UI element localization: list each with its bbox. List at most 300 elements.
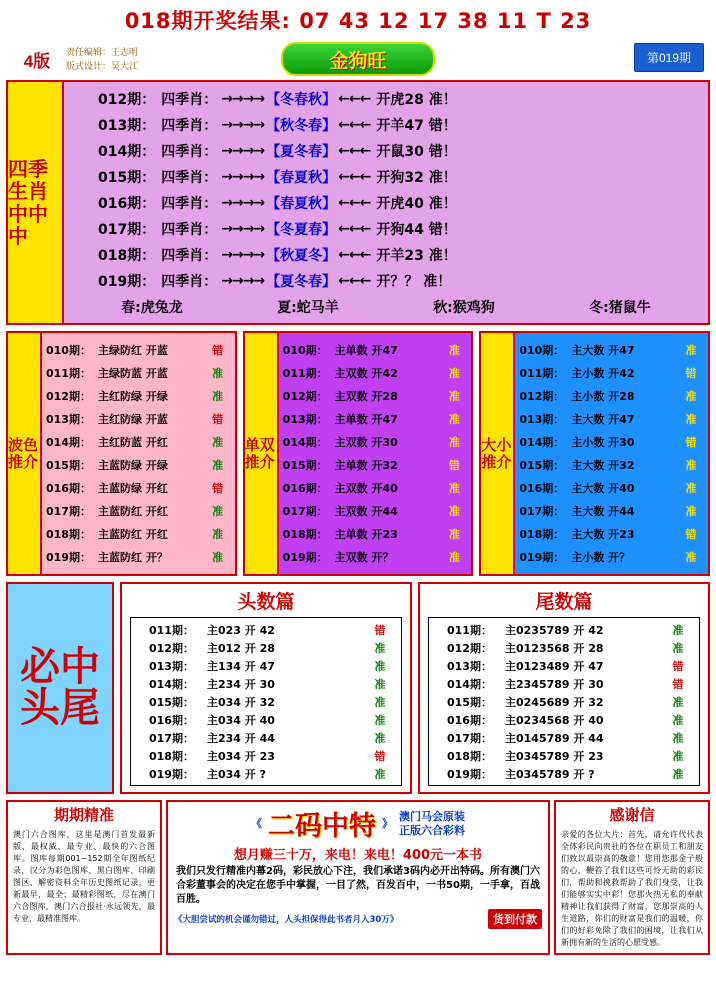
list-item (519, 362, 704, 385)
row-text: 主2345789 开 30 (505, 677, 604, 691)
item-text: 主小数 开42 (571, 367, 635, 380)
row-arrow-right: ←←← (338, 273, 371, 289)
footer-section (6, 800, 710, 955)
row-text: 主023 开 42 (207, 623, 275, 637)
item-result: 错 (685, 367, 697, 380)
row-label: 四季肖： (161, 248, 218, 264)
item-result: 准 (448, 528, 460, 541)
list-item (283, 454, 468, 477)
table-row (135, 747, 397, 765)
tail-numbers-title: 尾数篇 (535, 591, 593, 613)
row-result: 准 (374, 767, 386, 781)
item-result: 准 (448, 482, 460, 495)
big-small-title: 大小推介 (481, 333, 515, 574)
footer-left-body: 澳门六合图库，这里是澳门首发最新版、最权威、最专业、最快的六合图库。图库每期001~152期全年图纸纪录，汉分为彩色图库、黑白图库、印刷图区、解密资料全年历史图纸记录，更新最早，最全；最精彩图纸，尽在澳门六合图库，澳门六合报社·永远领先，最专业，最精准图库。 (13, 830, 155, 923)
row-period: 017期： (149, 731, 194, 745)
row-text: 主034 开 ? (207, 767, 267, 781)
item-result: 准 (448, 390, 460, 403)
row-period: 014期： (149, 677, 194, 691)
item-result: 准 (212, 505, 224, 518)
color-pick-list (42, 333, 235, 574)
row-period: 011期： (149, 623, 194, 637)
list-item (46, 523, 231, 546)
list-item (519, 454, 704, 477)
item-text: 主蓝防红 开红 (98, 505, 168, 518)
item-period: 018期： (46, 528, 91, 541)
list-item (283, 385, 468, 408)
ad-left-bracket: 《 (251, 816, 262, 830)
head-numbers-panel (120, 582, 412, 794)
list-item (46, 339, 231, 362)
zodiac-section-title: 四季生肖中中中 (8, 82, 64, 323)
row-open: 开？？ 准！ (376, 274, 452, 290)
list-item (46, 431, 231, 454)
list-item (46, 385, 231, 408)
item-result: 错 (212, 344, 224, 357)
row-pick: 【冬春秋】 (266, 92, 337, 108)
head-numbers-list (130, 617, 402, 786)
table-row (433, 621, 695, 639)
row-text: 主034 开 32 (207, 695, 275, 709)
item-period: 013期： (282, 413, 328, 426)
item-text: 主大数 开40 (571, 482, 635, 495)
item-result: 错 (448, 459, 460, 472)
table-row (433, 711, 695, 729)
row-arrow-right: ←←← (338, 195, 371, 211)
footer-left-panel (6, 800, 162, 955)
row-result: 准 (672, 713, 684, 727)
row-result: 错 (374, 749, 386, 763)
list-item (519, 431, 704, 454)
row-period: 016期： (447, 713, 492, 727)
item-period: 011期： (46, 367, 91, 380)
item-period: 012期： (282, 390, 328, 403)
item-period: 012期： (519, 390, 565, 403)
table-row (433, 747, 695, 765)
row-result: 准 (374, 677, 386, 691)
row-text: 主234 开 30 (207, 677, 275, 691)
row-result: 准 (672, 641, 684, 655)
row-pick: 【夏冬春】 (266, 144, 337, 160)
item-result: 准 (685, 459, 697, 472)
row-period: 016期： (98, 196, 156, 212)
row-label: 四季肖： (161, 196, 218, 212)
edition-badge: 4版 (23, 51, 51, 71)
item-period: 015期： (282, 459, 328, 472)
item-period: 017期： (46, 505, 91, 518)
item-period: 015期： (46, 459, 91, 472)
list-item (519, 408, 704, 431)
row-label: 四季肖： (161, 274, 218, 290)
item-text: 主红防绿 开蓝 (98, 413, 168, 426)
row-open: 开虎40 准！ (376, 196, 457, 212)
table-row (64, 268, 708, 294)
list-item (46, 546, 231, 569)
row-pick: 【春夏秋】 (266, 170, 337, 186)
item-text: 主大数 开47 (571, 344, 635, 357)
item-result: 准 (212, 367, 224, 380)
three-column-section (6, 331, 710, 576)
big-small-column (479, 331, 710, 576)
table-row (64, 242, 708, 268)
item-text: 主大数 开44 (571, 505, 635, 518)
row-text: 主234 开 44 (207, 731, 275, 745)
item-result: 准 (448, 413, 460, 426)
row-text: 主0235789 开 42 (505, 623, 604, 637)
item-result: 准 (685, 551, 697, 564)
row-result: 准 (672, 695, 684, 709)
footer-right-body: 亲爱的各位大片：首先，请允许代代表全体彩民向贵社的各位在职员工和朋友们致以最崇高的敬意！您用您那金子般的心，鞭笞了我们这些可怜无助的彩民们，帮助和挽救帮助了我们身受，让我们能够实实中彩！您那火热无私的奉献精神让我们获得了财富，您那崇高的人生道路，你们的财富是我们的温暖，你们的好彩免除了我们的困境，让我们从新拥有新的生活的心愿受感。 (561, 830, 703, 947)
color-pick-column (6, 331, 237, 576)
table-row (64, 164, 708, 190)
list-item (283, 477, 468, 500)
row-open: 开羊47 错！ (376, 118, 457, 134)
row-arrow-right: ←←← (338, 221, 371, 237)
row-arrow-left: →→→→ (221, 195, 265, 211)
row-period: 013期： (149, 659, 194, 673)
list-item (283, 546, 468, 569)
row-period: 015期： (149, 695, 194, 709)
row-open: 开虎28 准！ (376, 92, 457, 108)
ad-subtitle-line1: 澳门马会原装 (399, 809, 465, 823)
row-period: 014期： (98, 144, 156, 160)
item-period: 012期： (46, 390, 91, 403)
item-text: 主双数 开？ (334, 551, 394, 564)
item-text: 主大数 开47 (571, 413, 635, 426)
ad-subtitle-line2: 正版六合彩料 (399, 823, 465, 837)
row-text: 主0123568 开 28 (505, 641, 604, 655)
zodiac-section (6, 80, 710, 325)
color-pick-title: 波色推介 (8, 333, 42, 574)
item-text: 主绿防红 开蓝 (98, 344, 168, 357)
table-row (64, 190, 708, 216)
item-period: 010期： (46, 344, 91, 357)
ad-body: 我们只发行精准内幕2码，彩民放心下注，我们承诺3码内必开出特码。所有澳门六合彩董事会的决定在您手中掌握，一目了然，百发百中，一书50期，一手拿，百战百胜。 (176, 866, 540, 905)
result-text: 018期开奖结果: 07 43 12 17 38 11 T 23 (124, 9, 592, 33)
table-row (433, 657, 695, 675)
item-result: 准 (212, 436, 224, 449)
row-result: 准 (374, 695, 386, 709)
list-item (46, 362, 231, 385)
item-text: 主大数 开23 (571, 528, 635, 541)
ad-right-bracket: 》 (382, 816, 393, 830)
table-row (64, 86, 708, 112)
row-period: 017期： (447, 731, 492, 745)
table-row (135, 639, 397, 657)
layout-designer: 版式设计：吴大江 (66, 61, 139, 71)
row-result: 准 (374, 641, 386, 655)
row-arrow-left: →→→→ (221, 247, 265, 263)
table-row (135, 711, 397, 729)
row-result: 准 (374, 659, 386, 673)
odd-even-list (279, 333, 472, 574)
item-period: 016期： (46, 482, 91, 495)
item-text: 主蓝防红 开？ (98, 551, 168, 564)
credits (66, 45, 138, 73)
row-text: 主034 开 40 (207, 713, 275, 727)
row-open: 开鼠30 错！ (376, 144, 457, 160)
item-text: 主绿防蓝 开蓝 (98, 367, 168, 380)
row-period: 015期： (98, 170, 156, 186)
item-period: 019期： (519, 551, 565, 564)
item-result: 准 (685, 505, 697, 518)
row-arrow-left: →→→→ (221, 91, 265, 107)
list-item (519, 477, 704, 500)
item-text: 主小数 开？ (571, 551, 631, 564)
ad-subtitle (399, 810, 465, 838)
item-result: 错 (685, 528, 697, 541)
list-item (283, 431, 468, 454)
item-text: 主单数 开47 (334, 344, 398, 357)
head-tail-banner-text: 必中头尾 (20, 644, 100, 731)
row-text: 主012 开 28 (207, 641, 275, 655)
head-tail-section (6, 582, 710, 794)
item-period: 019期： (46, 551, 91, 564)
head-tail-banner (6, 582, 114, 794)
table-row (135, 765, 397, 783)
item-text: 主小数 开30 (571, 436, 635, 449)
legend-summer: 夏:蛇马羊 (277, 300, 339, 316)
item-text: 主双数 开30 (334, 436, 398, 449)
row-result: 错 (374, 623, 386, 637)
table-row (433, 693, 695, 711)
row-pick: 【春夏秋】 (266, 196, 337, 212)
list-item (519, 546, 704, 569)
row-label: 四季肖： (161, 222, 218, 238)
row-text: 主0345789 开 23 (505, 749, 604, 763)
item-period: 017期： (282, 505, 328, 518)
row-arrow-right: ←←← (338, 91, 371, 107)
item-result: 准 (448, 344, 460, 357)
row-arrow-right: ←←← (338, 247, 371, 263)
row-open: 开羊23 准！ (376, 248, 457, 264)
item-text: 主红防蓝 开红 (98, 436, 168, 449)
list-item (283, 362, 468, 385)
item-period: 016期： (519, 482, 565, 495)
item-period: 010期： (282, 344, 328, 357)
footer-right-title: 感谢信 (609, 806, 655, 824)
row-text: 主0234568 开 40 (505, 713, 604, 727)
row-result: 错 (672, 659, 684, 673)
list-item (519, 500, 704, 523)
row-pick: 【秋夏冬】 (266, 248, 337, 264)
row-period: 011期： (447, 623, 492, 637)
row-result: 错 (672, 677, 684, 691)
item-result: 错 (212, 482, 224, 495)
item-text: 主双数 开42 (334, 367, 398, 380)
list-item (283, 339, 468, 362)
row-arrow-left: →→→→ (221, 143, 265, 159)
item-result: 错 (685, 436, 697, 449)
legend-spring: 春:虎兔龙 (121, 300, 183, 316)
row-arrow-left: →→→→ (221, 169, 265, 185)
item-period: 014期： (282, 436, 328, 449)
row-pick: 【秋冬春】 (266, 118, 337, 134)
row-result: 准 (672, 767, 684, 781)
item-result: 准 (212, 390, 224, 403)
legend-autumn: 秋:猴鸡狗 (433, 300, 495, 316)
row-result: 准 (374, 731, 386, 745)
row-period: 015期： (447, 695, 492, 709)
row-text: 主0145789 开 44 (505, 731, 604, 745)
item-period: 019期： (282, 551, 328, 564)
item-text: 主双数 开40 (334, 482, 398, 495)
row-period: 018期： (447, 749, 492, 763)
legend-winter: 冬:猪鼠牛 (589, 300, 651, 316)
item-text: 主小数 开28 (571, 390, 635, 403)
item-period: 014期： (46, 436, 91, 449)
item-period: 016期： (282, 482, 328, 495)
row-period: 019期： (149, 767, 194, 781)
row-pick: 【冬夏春】 (266, 222, 337, 238)
footer-left-title: 期期精准 (53, 806, 114, 824)
tail-numbers-panel (418, 582, 710, 794)
table-row (135, 693, 397, 711)
zodiac-rows (64, 82, 708, 323)
ad-footer (168, 908, 548, 931)
ad-tagline: 想月赚三十万，来电！来电！400元一本书 (233, 848, 483, 863)
row-period: 019期： (447, 767, 492, 781)
table-row (135, 621, 397, 639)
table-row (135, 729, 397, 747)
row-open: 开狗44 错！ (376, 222, 457, 238)
item-text: 主蓝防绿 开绿 (98, 459, 168, 472)
item-period: 015期： (519, 459, 565, 472)
list-item (46, 477, 231, 500)
item-result: 准 (212, 551, 224, 564)
item-period: 018期： (282, 528, 328, 541)
row-result: 准 (672, 749, 684, 763)
publication-title: 金狗旺 (281, 42, 435, 76)
ad-header (168, 802, 548, 843)
odd-even-column (243, 331, 474, 576)
row-text: 主0123489 开 47 (505, 659, 604, 673)
row-label: 四季肖： (161, 144, 218, 160)
ad-quote: 《大胆尝试的机会谨勿错过，人头担保得此书者月入30万》 (174, 915, 399, 925)
zodiac-legend (64, 294, 708, 319)
item-text: 主蓝防绿 开红 (98, 482, 168, 495)
list-item (519, 339, 704, 362)
banner-row (4, 40, 712, 78)
row-text: 主0245689 开 32 (505, 695, 604, 709)
item-text: 主红防绿 开绿 (98, 390, 168, 403)
item-result: 准 (212, 528, 224, 541)
item-text: 主单数 开23 (334, 528, 398, 541)
row-period: 019期： (98, 274, 156, 290)
cod-badge: 货到付款 (488, 909, 542, 929)
row-label: 四季肖： (161, 170, 218, 186)
item-text: 主单数 开47 (334, 413, 398, 426)
odd-even-title: 单双推介 (245, 333, 279, 574)
item-result: 错 (212, 413, 224, 426)
item-result: 准 (685, 344, 697, 357)
row-period: 017期： (98, 222, 156, 238)
item-period: 010期： (519, 344, 565, 357)
row-period: 018期： (149, 749, 194, 763)
big-small-list (515, 333, 708, 574)
result-header (0, 0, 716, 40)
list-item (519, 385, 704, 408)
row-label: 四季肖： (161, 92, 218, 108)
row-open: 开狗32 准！ (376, 170, 457, 186)
list-item (46, 408, 231, 431)
item-result: 准 (448, 367, 460, 380)
list-item (283, 523, 468, 546)
table-row (135, 657, 397, 675)
item-period: 011期： (519, 367, 565, 380)
table-row (433, 729, 695, 747)
row-text: 主0345789 开 ? (505, 767, 595, 781)
row-arrow-right: ←←← (338, 143, 371, 159)
row-period: 013期： (98, 118, 156, 134)
row-period: 012期： (149, 641, 194, 655)
item-period: 014期： (519, 436, 565, 449)
list-item (46, 500, 231, 523)
item-result: 准 (685, 482, 697, 495)
table-row (433, 639, 695, 657)
list-item (283, 408, 468, 431)
table-row (64, 138, 708, 164)
item-period: 013期： (519, 413, 565, 426)
table-row (64, 112, 708, 138)
table-row (433, 765, 695, 783)
item-period: 017期： (519, 505, 565, 518)
table-row (64, 216, 708, 242)
item-period: 018期： (519, 528, 565, 541)
item-result: 准 (448, 505, 460, 518)
item-text: 主单数 开32 (334, 459, 398, 472)
ad-title: 二码中特 (268, 811, 376, 842)
row-period: 012期： (98, 92, 156, 108)
row-period: 013期： (447, 659, 492, 673)
row-result: 准 (672, 731, 684, 745)
issue-badge: 第019期 (634, 43, 704, 72)
row-arrow-right: ←←← (338, 117, 371, 133)
footer-center-ad (166, 800, 550, 955)
list-item (283, 500, 468, 523)
footer-right-panel (554, 800, 710, 955)
row-arrow-right: ←←← (338, 169, 371, 185)
row-arrow-left: →→→→ (221, 273, 265, 289)
row-result: 准 (374, 713, 386, 727)
row-arrow-left: →→→→ (221, 221, 265, 237)
row-period: 012期： (447, 641, 492, 655)
head-numbers-title: 头数篇 (237, 591, 295, 613)
row-arrow-left: →→→→ (221, 117, 265, 133)
table-row (135, 675, 397, 693)
row-text: 主134 开 47 (207, 659, 275, 673)
row-result: 准 (672, 623, 684, 637)
item-result: 准 (212, 459, 224, 472)
item-result: 准 (448, 551, 460, 564)
row-period: 018期： (98, 248, 156, 264)
row-pick: 【夏冬春】 (266, 274, 337, 290)
tail-numbers-list (428, 617, 700, 786)
item-text: 主双数 开28 (334, 390, 398, 403)
table-row (433, 675, 695, 693)
row-period: 016期： (149, 713, 194, 727)
item-text: 主双数 开44 (334, 505, 398, 518)
item-text: 主蓝防红 开红 (98, 528, 168, 541)
item-text: 主大数 开32 (571, 459, 635, 472)
row-text: 主034 开 23 (207, 749, 275, 763)
item-period: 011期： (282, 367, 328, 380)
item-result: 准 (448, 436, 460, 449)
row-period: 014期： (447, 677, 492, 691)
list-item (519, 523, 704, 546)
responsible-editor: 责任编辑：王志明 (66, 47, 139, 57)
item-period: 013期： (46, 413, 91, 426)
